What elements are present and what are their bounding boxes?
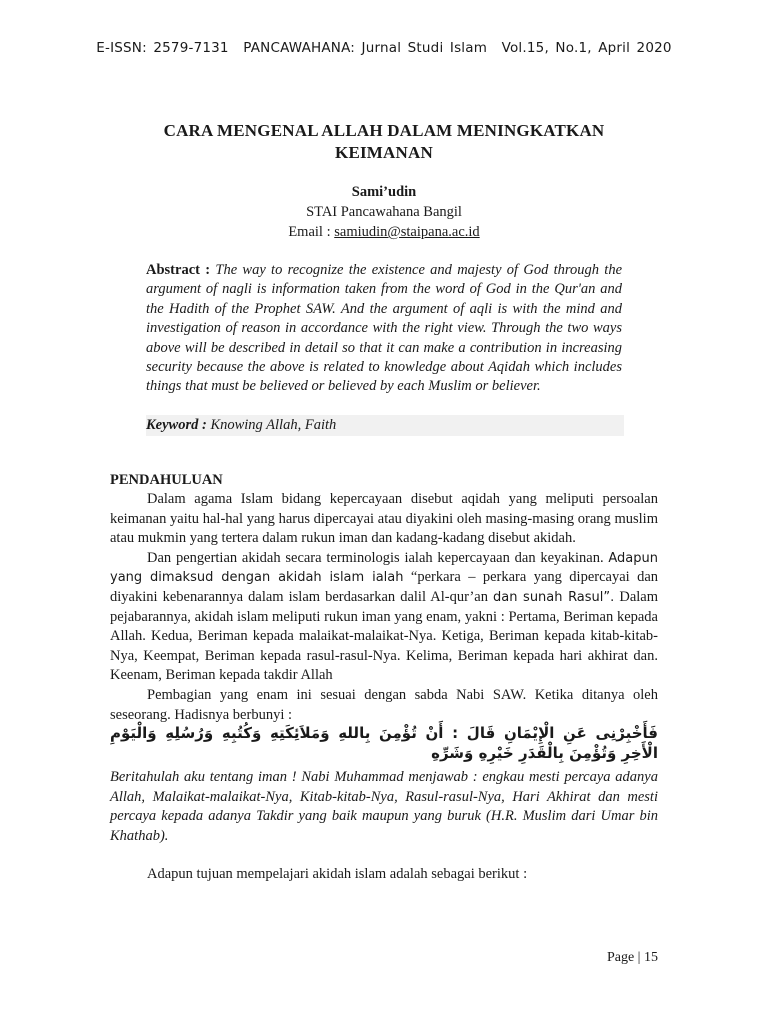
hadith-translation: Beritahulah aku tentang iman ! Nabi Muhammad menjawab : engkau mesti percaya adanya Allah, Malaikat-malaikat-Nya, Kitab-kitab-Nya, Rasul-rasul-Nya, Hari Akhirat dan mesti percaya kepada adanya Takdir yang baik maupun yang buruk (H.R. Muslim dari Umar bin Khathab). — [110, 769, 658, 844]
body-text — [110, 490, 658, 725]
abstract-text: The way to recognize the existence and majesty of God through the argument of nagli is information taken from the word of God in the Qur'an and the Hadith of the Prophet SAW. And the argument of aqli is with the mind and investigation of reason in accordance with the right view. Through the two ways above will be described in detail so that it can make a contribution in increasing security because the above is related to knowledge about Aqidah which includes things that must be believed or believed by each Muslim or believer. — [146, 262, 623, 395]
paragraph-2-quote-end: dan sunah Rasul”. — [493, 589, 615, 605]
paragraph-2 — [110, 549, 658, 686]
keyword-label: Keyword : — [146, 417, 211, 433]
email-label: Email : — [288, 224, 335, 240]
author-email — [0, 222, 768, 242]
volume-info: Vol.15, No.1, April 2020 — [501, 40, 672, 56]
keywords — [146, 415, 624, 436]
paragraph-2-quote: “perkara – perkara yang dipercayai dan diyakini kebenarannya dalam islam berdasarkan dalil Al-qur’an — [110, 569, 659, 605]
running-header — [0, 40, 768, 56]
closing-sentence: Adapun tujuan mempelajari akidah islam adalah sebagai berikut : — [147, 866, 528, 882]
email-link[interactable]: samiudin@staipana.ac.id — [334, 224, 480, 240]
title-line-1: CARA MENGENAL ALLAH DALAM MENINGKATKAN — [163, 121, 605, 140]
author-name: Sami’udin — [351, 184, 417, 200]
abstract-label: Abstract : — [146, 262, 216, 278]
paragraph-1: Dalam agama Islam bidang kepercayaan disebut aqidah yang meliputi persoalan keimanan yaitu hal-hal yang harus dipercayai atau diyakini oleh masing-masing orang muslim atau mukmin yang tertera dalam rukun iman dan kadang-kadang disebut akidah. — [110, 491, 658, 547]
paragraph-2-sentence-2: Adapun yang dimaksud dengan akidah islam ialah — [110, 550, 658, 586]
hadith-arabic: فَأَخْبِرْنِى عَنِ الْإِيْمَانِ قَالَ : أَنْ تُؤْمِنَ بِاللهِ وَمَلاَئِكَتِهِ وَكُتُبِهِ وَرُسُلِهِ وَالْيَوْمِ الْأَخِرِ وَتُؤْمِنَ بِالْقَدَرِ خَيْرِهِ وَشَرِّهِ — [110, 724, 658, 762]
keyword-text: Knowing Allah, Faith — [210, 417, 337, 433]
page-number: Page | 15 — [606, 950, 658, 965]
title-line-2: KEIMANAN — [335, 143, 433, 162]
author-affiliation: STAI Pancawahana Bangil — [306, 204, 462, 220]
abstract — [146, 261, 622, 397]
paper-title — [110, 120, 658, 164]
issn: E-ISSN: 2579-7131 — [96, 40, 229, 56]
section-title: PENDAHULUAN — [110, 472, 223, 488]
paragraph-3: Pembagian yang enam ini sesuai dengan sabda Nabi SAW. Ketika ditanya oleh seseorang. Hadisnya berbunyi : — [110, 686, 658, 723]
journal-name: PANCAWAHANA: Jurnal Studi Islam — [243, 40, 488, 56]
paragraph-2-rest: Dalam pejabarannya, akidah islam meliputi rukun iman yang enam, yakni : Pertama, Beriman kepada Allah. Kedua, Beriman kepada malaikat-malaikat-Nya. Ketiga, Beriman kepada kitab-kitab-Nya, Keempat, Beriman kepada rasul-rasul-Nya. Kelima, Beriman kepada hari akhirat dan. Keenam, Beriman kepada takdir Allah — [110, 588, 658, 684]
author-block — [0, 182, 768, 242]
paragraph-2-sentence-1: Dan pengertian akidah secara terminologis ialah kepercayaan dan keyakinan. — [147, 549, 604, 566]
